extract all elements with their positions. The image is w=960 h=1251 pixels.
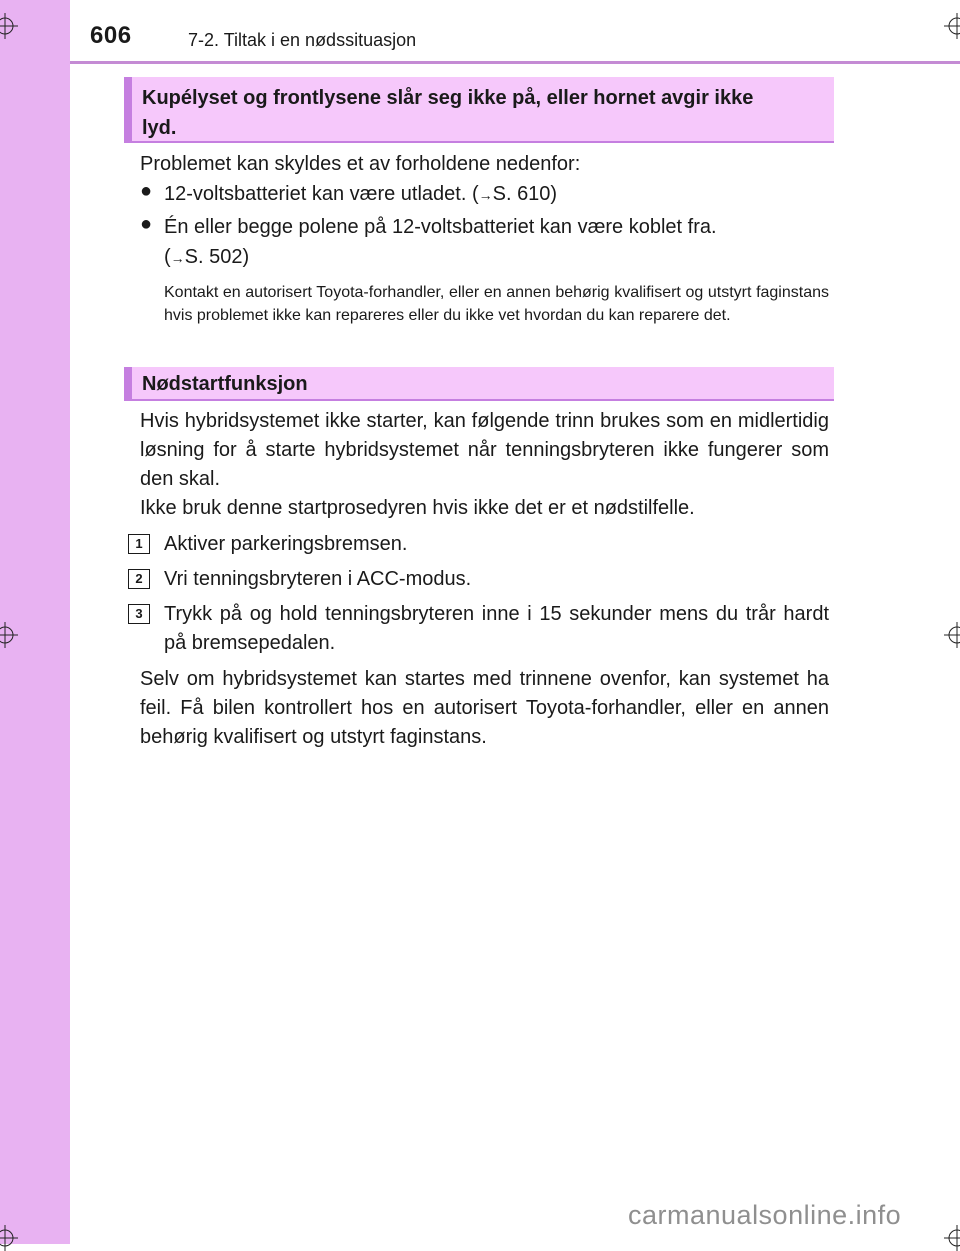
bullet-text: 12-voltsbatteriet kan være utladet. (: [164, 183, 479, 205]
registration-mark-top-right-icon: [944, 13, 960, 39]
reference-arrow-icon: →: [478, 187, 493, 203]
bullet-item-battery: [164, 180, 557, 210]
emergency-intro: Hvis hybridsystemet ikke starter, kan følgende trinn brukes som en midlertidig løsning for å starte hybridsystemet når tenningsbryteren ikke fungerer som den skal.: [140, 410, 829, 490]
step-number-badge: 1: [128, 534, 150, 554]
bullet-item-terminals-ref: [164, 243, 249, 273]
step-text: Trykk på og hold tenningsbryteren inne i 15 sekunder mens du trår hardt på bremsepedalen.: [164, 603, 829, 654]
intro-text: Problemet kan skyldes et av forholdene nedenfor:: [140, 153, 581, 175]
registration-mark-mid-right-icon: [944, 622, 960, 648]
registration-mark-top-left-icon: [0, 13, 18, 39]
section-heading-emergency-start: Nødstartfunksjon: [124, 367, 834, 401]
step-number-badge: 3: [128, 604, 150, 624]
page-number: 606: [90, 22, 132, 49]
bullet-icon: ●: [140, 180, 153, 202]
step-number-badge: 2: [128, 569, 150, 589]
bullet-item-terminals: Én eller begge polene på 12-voltsbatteriet kan være koblet fra.: [164, 216, 717, 238]
closing-paragraph: Selv om hybridsystemet kan startes med trinnene ovenfor, kan systemet ha feil. Få bilen kontrollert hos en autorisert Toyota-forhandler, eller en annen behørig kvalifisert og utstyrt faginstans.: [140, 668, 829, 748]
section-breadcrumb: 7-2. Tiltak i en nødssituasjon: [188, 30, 417, 50]
section-heading-line1: Kupélyset og frontlysene slår seg ikke på, eller hornet avgir ikke: [142, 87, 754, 109]
page-reference[interactable]: S. 502): [184, 246, 250, 268]
watermark: carmanualsonline.info: [628, 1200, 902, 1230]
registration-mark-bottom-left-icon: [0, 1225, 18, 1251]
emergency-warning: Ikke bruk denne startprosedyren hvis ikke det er et nødstilfelle.: [140, 497, 695, 519]
ref-paren: (: [164, 246, 171, 268]
dealer-note: Kontakt en autorisert Toyota-forhandler, eller en annen behørig kvalifisert og utstyrt faginstans hvis problemet ikke kan repareres eller du ikke vet hvordan du kan reparere det.: [164, 284, 829, 324]
step-text: Aktiver parkeringsbremsen.: [164, 533, 408, 555]
section-heading-line2: lyd.: [142, 117, 177, 139]
bullet-icon: ●: [140, 213, 153, 235]
page-header: [70, 22, 960, 62]
registration-mark-bottom-right-icon: [944, 1225, 960, 1251]
reference-arrow-icon: →: [170, 250, 185, 266]
registration-mark-mid-left-icon: [0, 622, 18, 648]
page-reference[interactable]: S. 610): [492, 183, 558, 205]
header-divider: [70, 61, 960, 64]
section-heading-lights-horn: [124, 77, 834, 143]
step-text: Vri tenningsbryteren i ACC-modus.: [164, 568, 472, 590]
